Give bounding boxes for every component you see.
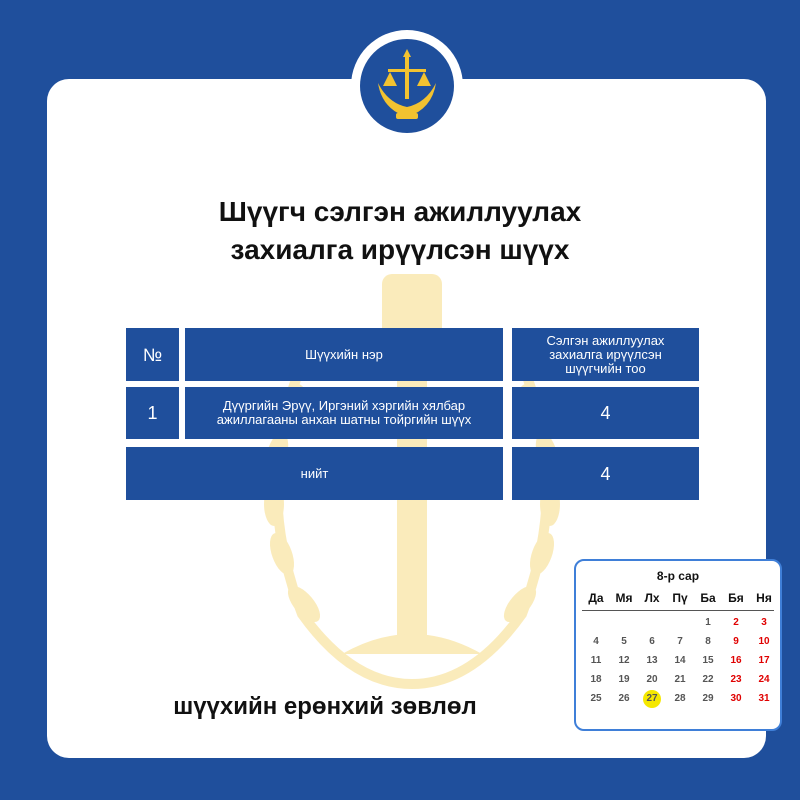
calendar-day: 24 [758,674,770,685]
calendar-day: 23 [730,674,742,685]
calendar-day: 26 [618,693,630,704]
calendar-weekday: Мя [615,591,633,605]
calendar-day: 5 [621,636,627,647]
calendar-day: 31 [758,693,770,704]
calendar-day: 8 [705,636,711,647]
calendar-weekday: Да [588,591,604,605]
page-title-line-2: захиалга ирүүлсэн шүүх [230,234,570,265]
calendar-day: 13 [646,655,658,666]
calendar-weekday: Ба [700,591,716,605]
table-header-court: Шүүхийн нэр [185,328,503,381]
calendar-weekday: Ня [756,591,772,605]
table-header-number: № [126,328,179,381]
calendar-day: 15 [702,655,714,666]
calendar-weekday: Лх [644,591,660,605]
calendar-day: 1 [705,617,711,628]
calendar-day: 18 [590,674,602,685]
calendar-day: 16 [730,655,742,666]
calendar-day: 28 [674,693,686,704]
calendar-day: 10 [758,636,770,647]
calendar-day: 14 [674,655,686,666]
table-row-number: 1 [126,387,179,439]
calendar-day: 6 [649,636,655,647]
calendar-day: 11 [590,655,602,666]
table-row-count: 4 [512,387,699,439]
calendar-day-highlighted: 27 [643,690,661,708]
calendar-month: 8-р сар [656,569,700,583]
calendar-day: 30 [730,693,742,704]
supreme-court-emblem-icon [360,39,454,133]
calendar-divider [582,610,774,611]
page-title-line-1: Шүүгч сэлгэн ажиллуулах [218,196,582,227]
calendar-day: 19 [618,674,630,685]
calendar-day: 3 [761,617,767,628]
emblem-badge [351,30,463,142]
table-total-label: нийт [126,447,503,500]
table-header-count: Сэлгэн ажиллуулах захиалга ирүүлсэн шүүгчийн тоо [512,328,699,381]
calendar-day: 22 [702,674,714,685]
calendar-day: 29 [702,693,714,704]
calendar-day: 12 [618,655,630,666]
table-total-value: 4 [512,447,699,500]
calendar-day: 21 [674,674,686,685]
calendar-day: 9 [733,636,739,647]
calendar-weekday: Пү [672,591,688,605]
calendar-day: 17 [758,655,770,666]
organization-name: шүүхийн ерөнхий зөвлөл [173,693,477,720]
table-row-court: Дүүргийн Эрүү, Иргэний хэргийн хялбар ажиллагааны анхан шатны тойргийн шүүх [185,387,503,439]
calendar-day: 7 [677,636,683,647]
calendar-day: 2 [733,617,739,628]
calendar-day: 25 [590,693,602,704]
calendar-day: 4 [593,636,599,647]
calendar-widget [574,559,782,731]
calendar-weekday: Бя [728,591,744,605]
calendar-day: 20 [646,674,658,685]
